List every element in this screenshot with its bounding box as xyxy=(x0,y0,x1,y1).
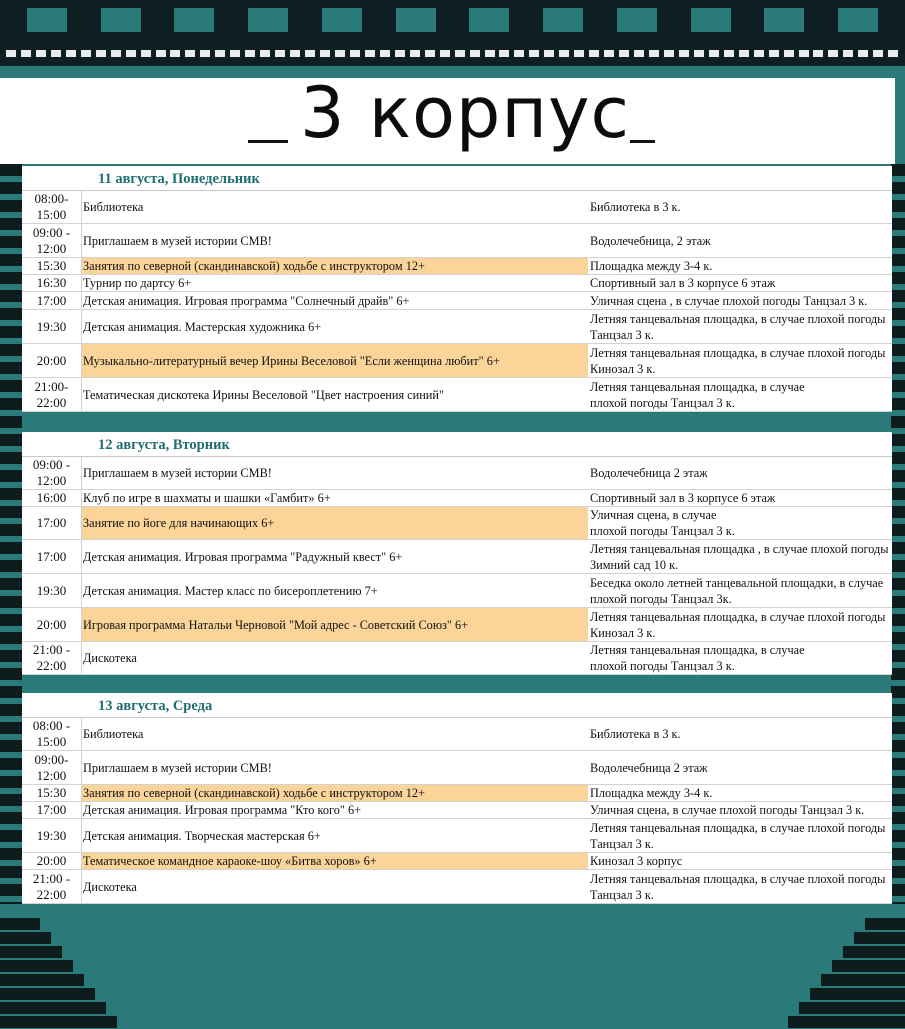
event-location: Летняя танцевальная площадка, в случае плохой погоды Танцзал 3 к. xyxy=(590,311,886,342)
day-section-0 xyxy=(22,166,892,412)
event-title: Детская анимация. Игровая программа "Солнечный драйв" 6+ xyxy=(83,293,410,308)
event-time: 20:00 xyxy=(22,853,82,869)
event-time: 17:00 xyxy=(22,292,82,309)
event-title: Детская анимация. Мастерская художника 6+ xyxy=(83,319,322,334)
event-time: 17:00 xyxy=(22,802,82,818)
event-location: Летняя танцевальная площадка, в случае плохой погоды Танцзал 3 к. xyxy=(590,643,805,673)
stair-step xyxy=(865,918,905,930)
schedule-row xyxy=(22,853,892,870)
event-time: 21:00 - 22:00 xyxy=(22,642,82,674)
schedule-row xyxy=(22,785,892,802)
stair-step xyxy=(0,1002,106,1014)
event-title: Игровая программа Натальи Черновой "Мой адрес - Советский Союз" 6+ xyxy=(82,608,588,641)
event-location: Летняя танцевальная площадка, в случае плохой погоды Кинозал 3 к. xyxy=(590,609,886,640)
day-header: 11 августа, Понедельник xyxy=(22,166,892,191)
title-underline-right xyxy=(630,140,655,143)
event-time: 09:00- 12:00 xyxy=(22,751,82,784)
event-location: Уличная сцена , в случае плохой погоды Танцзал 3 к. xyxy=(590,293,868,308)
schedule-row xyxy=(22,275,892,292)
film-strip-decoration xyxy=(0,0,905,66)
stair-step xyxy=(0,932,51,944)
event-time: 21:00- 22:00 xyxy=(22,378,82,411)
stair-step xyxy=(0,918,40,930)
event-location: Кинозал 3 корпус xyxy=(590,854,683,868)
event-time: 19:30 xyxy=(22,574,82,607)
stairs-decoration-right xyxy=(785,900,905,1029)
event-location: Водолечебница 2 этаж xyxy=(590,760,708,775)
event-time: 16:00 xyxy=(22,490,82,506)
event-location: Уличная сцена, в случае плохой погоды Танцзал 3 к. xyxy=(590,508,735,538)
event-title: Библиотека xyxy=(83,727,144,741)
event-time: 19:30 xyxy=(22,310,82,343)
event-location: Библиотека в 3 к. xyxy=(590,200,681,214)
event-title: Дискотека xyxy=(83,879,137,894)
schedule-rows xyxy=(22,457,892,675)
event-location: Летняя танцевальная площадка, в случае плохой погоды Танцзал 3 к. xyxy=(590,820,886,851)
stair-step xyxy=(0,988,95,1000)
schedule-row xyxy=(22,258,892,275)
event-title: Занятия по северной (скандинавской) ходьбе с инструктором 12+ xyxy=(82,785,588,801)
event-time: 16:30 xyxy=(22,275,82,291)
event-time: 09:00 - 12:00 xyxy=(22,457,82,489)
schedule-row xyxy=(22,310,892,344)
event-location: Беседка около летней танцевальной площадки, в случае плохой погоды Танцзал 3к. xyxy=(590,575,884,606)
event-title: Тематическое командное караоке-шоу «Битва хоров» 6+ xyxy=(82,853,588,869)
event-location: Водолечебница, 2 этаж xyxy=(590,233,711,248)
schedule-row xyxy=(22,718,892,751)
film-holes xyxy=(0,8,905,34)
event-location: Уличная сцена, в случае плохой погоды Танцзал 3 к. xyxy=(590,803,865,817)
stair-step xyxy=(799,1002,905,1014)
stair-step xyxy=(810,988,905,1000)
event-time: 15:30 xyxy=(22,258,82,274)
event-title: Клуб по игре в шахматы и шашки «Гамбит» 6+ xyxy=(83,491,331,505)
event-title: Турнир по дартсу 6+ xyxy=(83,276,192,290)
event-location: Летняя танцевальная площадка, в случае плохой погоды Танцзал 3 к. xyxy=(590,871,886,902)
event-title: Тематическая дискотека Ирины Веселовой "Цвет настроения синий" xyxy=(83,387,444,402)
schedule-row xyxy=(22,457,892,490)
film-perforations xyxy=(0,50,905,58)
day-header: 12 августа, Вторник xyxy=(22,432,892,457)
schedule-row xyxy=(22,490,892,507)
schedule-row xyxy=(22,574,892,608)
event-time: 17:00 xyxy=(22,540,82,573)
event-title: Приглашаем в музей истории СМВ! xyxy=(83,233,272,248)
stair-step xyxy=(843,946,905,958)
event-time: 15:30 xyxy=(22,785,82,801)
schedule-row xyxy=(22,292,892,310)
event-location: Спортивный зал в 3 корпусе 6 этаж xyxy=(590,276,776,290)
event-location: Летняя танцевальная площадка, в случае плохой погоды Танцзал 3 к. xyxy=(590,379,805,410)
page-title: 3 корпус xyxy=(300,72,631,154)
event-title: Занятия по северной (скандинавской) ходьбе с инструктором 12+ xyxy=(82,258,588,274)
schedule-row xyxy=(22,870,892,904)
event-time: 17:00 xyxy=(22,507,82,539)
event-title: Детская анимация. Творческая мастерская 6+ xyxy=(83,828,321,843)
event-title: Детская анимация. Мастер класс по бисероплетению 7+ xyxy=(83,583,378,598)
event-time: 20:00 xyxy=(22,344,82,377)
stair-step xyxy=(0,960,73,972)
schedule-rows xyxy=(22,718,892,904)
event-location: Площадка между 3-4 к. xyxy=(590,259,713,273)
event-time: 21:00 - 22:00 xyxy=(22,870,82,903)
event-location: Водолечебница 2 этаж xyxy=(590,466,708,480)
schedule-row xyxy=(22,751,892,785)
event-title: Библиотека xyxy=(83,200,144,214)
event-time: 19:30 xyxy=(22,819,82,852)
event-location: Библиотека в 3 к. xyxy=(590,727,681,741)
schedule-row xyxy=(22,507,892,540)
event-time: 20:00 xyxy=(22,608,82,641)
stair-step xyxy=(788,1016,905,1028)
event-title: Занятие по йоге для начинающих 6+ xyxy=(82,507,588,539)
day-section-2 xyxy=(22,693,892,904)
event-location: Летняя танцевальная площадка, в случае плохой погоды Кинозал 3 к. xyxy=(590,345,886,376)
stair-step xyxy=(821,974,905,986)
schedule-row xyxy=(22,540,892,574)
stair-step xyxy=(0,1016,117,1028)
stair-step xyxy=(854,932,905,944)
schedule-row xyxy=(22,802,892,819)
side-decoration-left xyxy=(0,164,22,904)
event-location: Летняя танцевальная площадка , в случае плохой погоды Зимний сад 10 к. xyxy=(590,541,889,572)
event-location: Площадка между 3-4 к. xyxy=(590,786,713,800)
event-time: 08:00 - 15:00 xyxy=(22,718,82,750)
event-title: Музыкально-литературный вечер Ирины Веселовой "Если женщина любит" 6+ xyxy=(82,344,588,377)
schedule-row xyxy=(22,378,892,412)
schedule-row xyxy=(22,191,892,224)
stair-step xyxy=(0,974,84,986)
stair-step xyxy=(832,960,905,972)
schedule-row xyxy=(22,344,892,378)
schedule-row xyxy=(22,224,892,258)
event-location: Спортивный зал в 3 корпусе 6 этаж xyxy=(590,491,776,505)
day-header: 13 августа, Среда xyxy=(22,693,892,718)
schedule-row xyxy=(22,608,892,642)
event-title: Приглашаем в музей истории СМВ! xyxy=(83,466,272,480)
schedule-rows xyxy=(22,191,892,412)
event-title: Приглашаем в музей истории СМВ! xyxy=(83,760,272,775)
schedule-row xyxy=(22,819,892,853)
stair-step xyxy=(0,946,62,958)
event-time: 09:00 - 12:00 xyxy=(22,224,82,257)
event-time: 08:00- 15:00 xyxy=(22,191,82,223)
schedule-row xyxy=(22,642,892,675)
event-title: Дискотека xyxy=(83,651,137,665)
title-underline-left xyxy=(248,140,288,143)
stairs-decoration-left xyxy=(0,900,120,1029)
day-section-1 xyxy=(22,432,892,675)
side-decoration-right xyxy=(891,164,905,904)
event-title: Детская анимация. Игровая программа "Радужный квест" 6+ xyxy=(83,549,403,564)
event-title: Детская анимация. Игровая программа "Кто кого" 6+ xyxy=(83,803,362,817)
